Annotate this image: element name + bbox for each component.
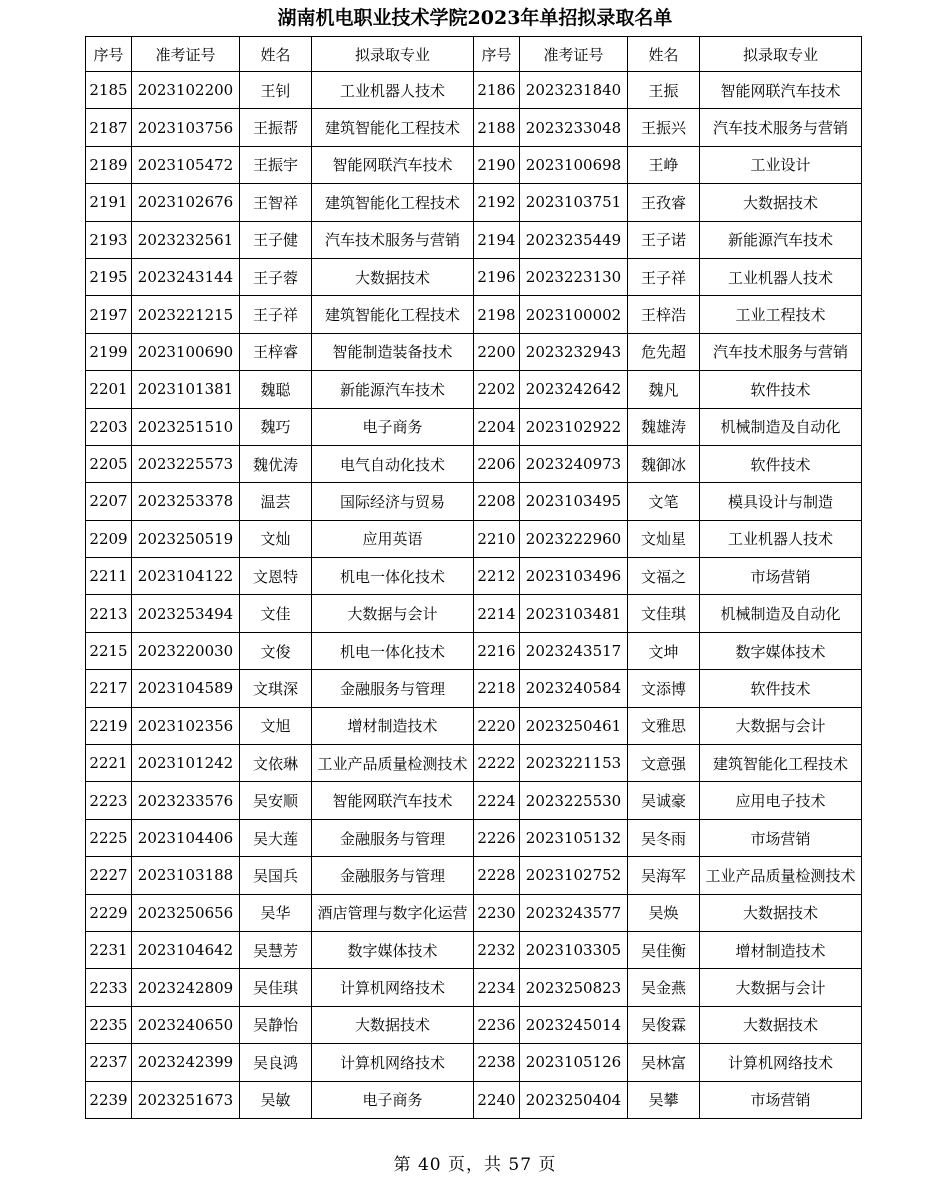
header-major: 拟录取专业 (700, 37, 862, 72)
cell-name: 文福之 (628, 558, 700, 595)
cell-major: 智能网联汽车技术 (312, 782, 474, 819)
cell-major: 软件技术 (700, 670, 862, 707)
cell-seq: 2199 (86, 333, 132, 370)
cell-name: 文佳琪 (628, 595, 700, 632)
table-row (86, 221, 862, 258)
cell-exam-id: 2023240584 (520, 670, 628, 707)
cell-exam-id: 2023240650 (132, 1006, 240, 1043)
table-row (86, 184, 862, 221)
cell-name: 吴海军 (628, 857, 700, 894)
table-row (86, 72, 862, 109)
cell-name: 文恩特 (240, 558, 312, 595)
cell-name: 吴安顺 (240, 782, 312, 819)
cell-exam-id: 2023250461 (520, 707, 628, 744)
cell-major: 软件技术 (700, 445, 862, 482)
cell-seq: 2190 (474, 146, 520, 183)
cell-seq: 2234 (474, 969, 520, 1006)
cell-name: 王子蓉 (240, 258, 312, 295)
cell-major: 建筑智能化工程技术 (312, 109, 474, 146)
cell-seq: 2188 (474, 109, 520, 146)
cell-exam-id: 2023100002 (520, 296, 628, 333)
cell-exam-id: 2023235449 (520, 221, 628, 258)
cell-seq: 2222 (474, 745, 520, 782)
cell-major: 应用电子技术 (700, 782, 862, 819)
cell-name: 吴诚豪 (628, 782, 700, 819)
cell-major: 工业产品质量检测技术 (312, 745, 474, 782)
cell-seq: 2198 (474, 296, 520, 333)
cell-name: 吴俊霖 (628, 1006, 700, 1043)
cell-major: 金融服务与管理 (312, 857, 474, 894)
cell-seq: 2238 (474, 1044, 520, 1081)
cell-exam-id: 2023105472 (132, 146, 240, 183)
cell-exam-id: 2023243517 (520, 632, 628, 669)
cell-major: 机电一体化技术 (312, 558, 474, 595)
cell-major: 市场营销 (700, 819, 862, 856)
cell-major: 机械制造及自动化 (700, 408, 862, 445)
cell-exam-id: 2023232561 (132, 221, 240, 258)
cell-seq: 2185 (86, 72, 132, 109)
table-row (86, 894, 862, 931)
cell-exam-id: 2023103756 (132, 109, 240, 146)
cell-exam-id: 2023101242 (132, 745, 240, 782)
cell-major: 新能源汽车技术 (700, 221, 862, 258)
cell-exam-id: 2023222960 (520, 520, 628, 557)
cell-exam-id: 2023103188 (132, 857, 240, 894)
table-row (86, 371, 862, 408)
table-row (86, 819, 862, 856)
cell-name: 文意强 (628, 745, 700, 782)
cell-name: 文琪深 (240, 670, 312, 707)
cell-name: 文笔 (628, 483, 700, 520)
cell-seq: 2208 (474, 483, 520, 520)
cell-exam-id: 2023105126 (520, 1044, 628, 1081)
cell-exam-id: 2023233048 (520, 109, 628, 146)
cell-name: 吴焕 (628, 894, 700, 931)
cell-name: 魏雄涛 (628, 408, 700, 445)
cell-exam-id: 2023251510 (132, 408, 240, 445)
cell-major: 市场营销 (700, 558, 862, 595)
cell-name: 王振兴 (628, 109, 700, 146)
header-seq: 序号 (86, 37, 132, 72)
cell-seq: 2228 (474, 857, 520, 894)
cell-name: 文坤 (628, 632, 700, 669)
cell-exam-id: 2023233576 (132, 782, 240, 819)
cell-major: 软件技术 (700, 371, 862, 408)
cell-seq: 2186 (474, 72, 520, 109)
cell-seq: 2209 (86, 520, 132, 557)
cell-exam-id: 2023102356 (132, 707, 240, 744)
table-row (86, 1006, 862, 1043)
header-name: 姓名 (240, 37, 312, 72)
cell-name: 王钊 (240, 72, 312, 109)
document-title: 湖南机电职业技术学院2023年单招拟录取名单 (277, 7, 673, 29)
cell-name: 王梓睿 (240, 333, 312, 370)
cell-seq: 2236 (474, 1006, 520, 1043)
cell-seq: 2193 (86, 221, 132, 258)
header-name: 姓名 (628, 37, 700, 72)
cell-seq: 2226 (474, 819, 520, 856)
cell-major: 计算机网络技术 (312, 1044, 474, 1081)
cell-major: 增材制造技术 (700, 931, 862, 968)
cell-major: 工业工程技术 (700, 296, 862, 333)
cell-exam-id: 2023103496 (520, 558, 628, 595)
cell-exam-id: 2023102676 (132, 184, 240, 221)
cell-major: 模具设计与制造 (700, 483, 862, 520)
cell-name: 文旭 (240, 707, 312, 744)
cell-seq: 2191 (86, 184, 132, 221)
cell-exam-id: 2023253494 (132, 595, 240, 632)
cell-name: 王子祥 (240, 296, 312, 333)
table-row (86, 745, 862, 782)
cell-name: 文佳 (240, 595, 312, 632)
cell-seq: 2225 (86, 819, 132, 856)
cell-seq: 2203 (86, 408, 132, 445)
cell-seq: 2218 (474, 670, 520, 707)
cell-exam-id: 2023242809 (132, 969, 240, 1006)
cell-name: 吴金燕 (628, 969, 700, 1006)
cell-major: 建筑智能化工程技术 (312, 296, 474, 333)
header-exam-id: 准考证号 (132, 37, 240, 72)
cell-name: 文俊 (240, 632, 312, 669)
cell-exam-id: 2023220030 (132, 632, 240, 669)
cell-exam-id: 2023250823 (520, 969, 628, 1006)
cell-exam-id: 2023102922 (520, 408, 628, 445)
cell-name: 王子诺 (628, 221, 700, 258)
cell-exam-id: 2023104642 (132, 931, 240, 968)
cell-seq: 2237 (86, 1044, 132, 1081)
cell-exam-id: 2023245014 (520, 1006, 628, 1043)
cell-major: 新能源汽车技术 (312, 371, 474, 408)
cell-name: 王梓浩 (628, 296, 700, 333)
cell-major: 电气自动化技术 (312, 445, 474, 482)
cell-name: 吴佳琪 (240, 969, 312, 1006)
cell-seq: 2215 (86, 632, 132, 669)
table-row (86, 857, 862, 894)
cell-seq: 2201 (86, 371, 132, 408)
table-row (86, 109, 862, 146)
cell-major: 数字媒体技术 (312, 931, 474, 968)
cell-name: 吴大莲 (240, 819, 312, 856)
cell-seq: 2192 (474, 184, 520, 221)
cell-major: 大数据技术 (700, 184, 862, 221)
cell-exam-id: 2023102200 (132, 72, 240, 109)
cell-exam-id: 2023221153 (520, 745, 628, 782)
cell-seq: 2195 (86, 258, 132, 295)
cell-exam-id: 2023105132 (520, 819, 628, 856)
cell-major: 智能网联汽车技术 (312, 146, 474, 183)
cell-name: 吴敏 (240, 1081, 312, 1118)
cell-seq: 2220 (474, 707, 520, 744)
cell-name: 吴慧芳 (240, 931, 312, 968)
table-row (86, 445, 862, 482)
cell-seq: 2202 (474, 371, 520, 408)
cell-name: 文灿星 (628, 520, 700, 557)
cell-seq: 2223 (86, 782, 132, 819)
cell-major: 计算机网络技术 (312, 969, 474, 1006)
cell-seq: 2197 (86, 296, 132, 333)
header-exam-id: 准考证号 (520, 37, 628, 72)
cell-exam-id: 2023103305 (520, 931, 628, 968)
cell-major: 大数据技术 (312, 1006, 474, 1043)
cell-exam-id: 2023242399 (132, 1044, 240, 1081)
cell-major: 大数据与会计 (700, 969, 862, 1006)
cell-exam-id: 2023225573 (132, 445, 240, 482)
table-row (86, 483, 862, 520)
cell-seq: 2219 (86, 707, 132, 744)
cell-exam-id: 2023250656 (132, 894, 240, 931)
cell-name: 温芸 (240, 483, 312, 520)
cell-name: 王振帮 (240, 109, 312, 146)
cell-name: 王子健 (240, 221, 312, 258)
cell-seq: 2200 (474, 333, 520, 370)
cell-exam-id: 2023231840 (520, 72, 628, 109)
cell-exam-id: 2023232943 (520, 333, 628, 370)
cell-name: 魏凡 (628, 371, 700, 408)
cell-major: 大数据技术 (312, 258, 474, 295)
table-row (86, 333, 862, 370)
cell-name: 文雅思 (628, 707, 700, 744)
table-header-row (86, 37, 862, 72)
cell-major: 金融服务与管理 (312, 819, 474, 856)
table-row (86, 520, 862, 557)
cell-major: 国际经济与贸易 (312, 483, 474, 520)
cell-exam-id: 2023221215 (132, 296, 240, 333)
cell-name: 吴静怡 (240, 1006, 312, 1043)
cell-name: 吴华 (240, 894, 312, 931)
cell-major: 数字媒体技术 (700, 632, 862, 669)
cell-exam-id: 2023100690 (132, 333, 240, 370)
cell-major: 大数据技术 (700, 894, 862, 931)
cell-major: 工业机器人技术 (700, 520, 862, 557)
cell-seq: 2221 (86, 745, 132, 782)
cell-name: 吴冬雨 (628, 819, 700, 856)
cell-major: 汽车技术服务与营销 (312, 221, 474, 258)
cell-name: 吴国兵 (240, 857, 312, 894)
cell-seq: 2240 (474, 1081, 520, 1118)
table-row (86, 707, 862, 744)
cell-seq: 2229 (86, 894, 132, 931)
cell-exam-id: 2023251673 (132, 1081, 240, 1118)
cell-major: 工业机器人技术 (700, 258, 862, 295)
cell-name: 危先超 (628, 333, 700, 370)
table-row (86, 146, 862, 183)
table-row (86, 931, 862, 968)
cell-major: 机电一体化技术 (312, 632, 474, 669)
cell-seq: 2230 (474, 894, 520, 931)
cell-major: 增材制造技术 (312, 707, 474, 744)
cell-exam-id: 2023242642 (520, 371, 628, 408)
table-row (86, 632, 862, 669)
cell-exam-id: 2023104122 (132, 558, 240, 595)
cell-name: 吴良鸿 (240, 1044, 312, 1081)
cell-exam-id: 2023103481 (520, 595, 628, 632)
cell-exam-id: 2023253378 (132, 483, 240, 520)
cell-exam-id: 2023250404 (520, 1081, 628, 1118)
cell-name: 吴林富 (628, 1044, 700, 1081)
cell-seq: 2233 (86, 969, 132, 1006)
cell-major: 计算机网络技术 (700, 1044, 862, 1081)
cell-exam-id: 2023103495 (520, 483, 628, 520)
cell-major: 智能网联汽车技术 (700, 72, 862, 109)
cell-major: 电子商务 (312, 1081, 474, 1118)
cell-major: 汽车技术服务与营销 (700, 109, 862, 146)
cell-name: 文灿 (240, 520, 312, 557)
cell-exam-id: 2023223130 (520, 258, 628, 295)
table-row (86, 1081, 862, 1118)
cell-seq: 2205 (86, 445, 132, 482)
cell-name: 魏御冰 (628, 445, 700, 482)
table-row (86, 296, 862, 333)
cell-exam-id: 2023104406 (132, 819, 240, 856)
cell-name: 文添博 (628, 670, 700, 707)
cell-seq: 2232 (474, 931, 520, 968)
cell-name: 王子祥 (628, 258, 700, 295)
cell-seq: 2212 (474, 558, 520, 595)
table-row (86, 258, 862, 295)
cell-name: 吴佳衡 (628, 931, 700, 968)
cell-major: 应用英语 (312, 520, 474, 557)
cell-seq: 2216 (474, 632, 520, 669)
cell-exam-id: 2023103751 (520, 184, 628, 221)
cell-exam-id: 2023240973 (520, 445, 628, 482)
table-row (86, 595, 862, 632)
cell-major: 工业设计 (700, 146, 862, 183)
cell-seq: 2206 (474, 445, 520, 482)
cell-exam-id: 2023101381 (132, 371, 240, 408)
cell-seq: 2239 (86, 1081, 132, 1118)
cell-major: 工业产品质量检测技术 (700, 857, 862, 894)
cell-seq: 2196 (474, 258, 520, 295)
cell-exam-id: 2023243577 (520, 894, 628, 931)
page-footer: 第 40 页，共 57 页 (393, 1155, 557, 1175)
header-seq: 序号 (474, 37, 520, 72)
cell-name: 王孜睿 (628, 184, 700, 221)
cell-seq: 2224 (474, 782, 520, 819)
cell-seq: 2194 (474, 221, 520, 258)
cell-seq: 2187 (86, 109, 132, 146)
cell-major: 大数据技术 (700, 1006, 862, 1043)
cell-name: 王振宇 (240, 146, 312, 183)
cell-exam-id: 2023104589 (132, 670, 240, 707)
cell-name: 王峥 (628, 146, 700, 183)
cell-seq: 2217 (86, 670, 132, 707)
cell-name: 魏聪 (240, 371, 312, 408)
cell-seq: 2204 (474, 408, 520, 445)
cell-exam-id: 2023102752 (520, 857, 628, 894)
cell-name: 魏巧 (240, 408, 312, 445)
cell-major: 金融服务与管理 (312, 670, 474, 707)
table-row (86, 969, 862, 1006)
cell-name: 吴攀 (628, 1081, 700, 1118)
cell-name: 文依琳 (240, 745, 312, 782)
cell-seq: 2207 (86, 483, 132, 520)
cell-major: 大数据与会计 (700, 707, 862, 744)
cell-major: 机械制造及自动化 (700, 595, 862, 632)
cell-seq: 2231 (86, 931, 132, 968)
header-major: 拟录取专业 (312, 37, 474, 72)
cell-exam-id: 2023243144 (132, 258, 240, 295)
cell-seq: 2227 (86, 857, 132, 894)
cell-major: 电子商务 (312, 408, 474, 445)
cell-major: 工业机器人技术 (312, 72, 474, 109)
cell-name: 魏优涛 (240, 445, 312, 482)
cell-major: 智能制造装备技术 (312, 333, 474, 370)
cell-name: 王智祥 (240, 184, 312, 221)
admission-table (85, 36, 862, 1119)
cell-exam-id: 2023250519 (132, 520, 240, 557)
cell-seq: 2189 (86, 146, 132, 183)
cell-seq: 2211 (86, 558, 132, 595)
table-row (86, 1044, 862, 1081)
cell-seq: 2214 (474, 595, 520, 632)
table-row (86, 558, 862, 595)
table-row (86, 782, 862, 819)
cell-major: 酒店管理与数字化运营 (312, 894, 474, 931)
table-body (86, 72, 862, 1119)
cell-name: 王振 (628, 72, 700, 109)
table-row (86, 670, 862, 707)
cell-major: 建筑智能化工程技术 (700, 745, 862, 782)
cell-seq: 2213 (86, 595, 132, 632)
cell-seq: 2210 (474, 520, 520, 557)
cell-major: 大数据与会计 (312, 595, 474, 632)
cell-major: 汽车技术服务与营销 (700, 333, 862, 370)
cell-seq: 2235 (86, 1006, 132, 1043)
table-row (86, 408, 862, 445)
cell-major: 建筑智能化工程技术 (312, 184, 474, 221)
cell-major: 市场营销 (700, 1081, 862, 1118)
cell-exam-id: 2023100698 (520, 146, 628, 183)
cell-exam-id: 2023225530 (520, 782, 628, 819)
